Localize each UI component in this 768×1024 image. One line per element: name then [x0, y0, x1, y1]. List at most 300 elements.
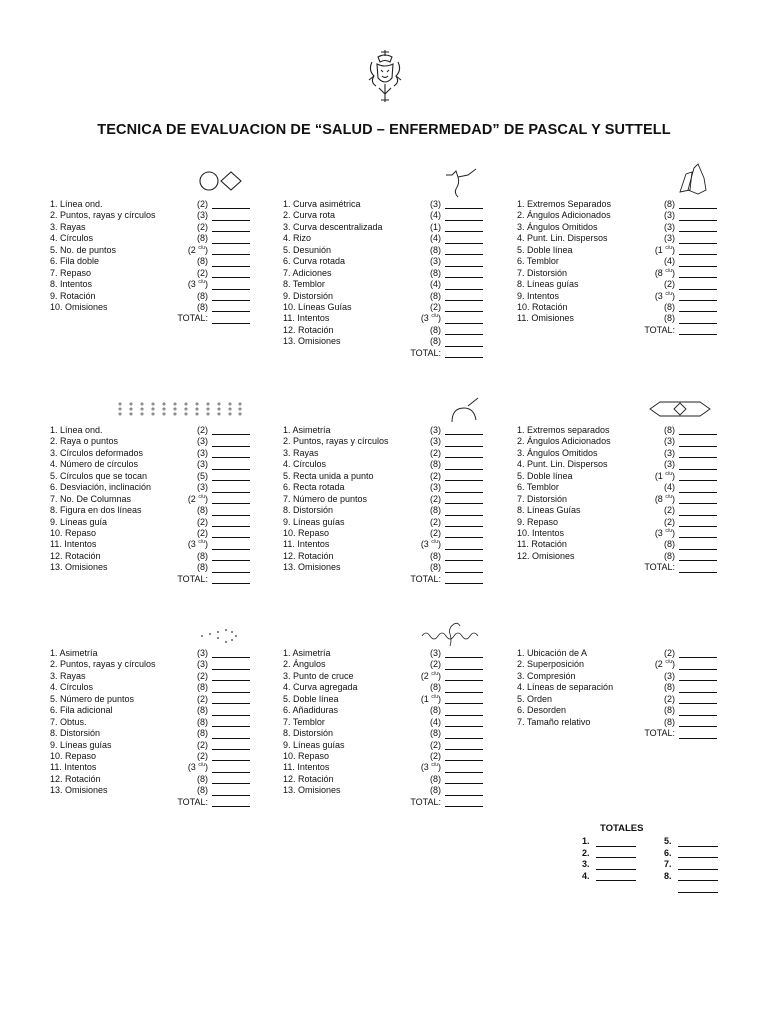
score-answer-blank[interactable]: [212, 449, 250, 458]
score-item: [283, 302, 483, 313]
total-row-label: 5.: [664, 836, 672, 846]
score-item: [283, 222, 483, 233]
score-item-label: 9. Rotación: [50, 290, 96, 301]
score-item-points: (2): [429, 750, 441, 761]
score-item: [283, 659, 483, 670]
score-answer-blank[interactable]: [679, 484, 717, 493]
score-item-label: 6. Temblor: [517, 482, 559, 493]
score-item-points: (2): [429, 659, 441, 670]
score-item-points: (8): [196, 505, 208, 516]
score-item-points: (2): [196, 750, 208, 761]
score-answer-blank[interactable]: [445, 246, 483, 255]
score-item-points: (3): [196, 648, 208, 658]
score-answer-blank[interactable]: [679, 695, 717, 704]
score-answer-blank[interactable]: [445, 764, 483, 773]
score-answer-blank[interactable]: [445, 281, 483, 290]
score-item: [517, 436, 717, 447]
score-item-points: (3): [196, 482, 208, 493]
score-item-points: (8): [429, 562, 441, 573]
score-answer-blank[interactable]: [445, 269, 483, 278]
score-answer-blank[interactable]: [445, 552, 483, 561]
score-item: [50, 717, 250, 728]
score-item-points: (4): [663, 256, 675, 267]
score-item-label: 2. Puntos, rayas y círculos: [283, 436, 389, 447]
score-item: [283, 774, 483, 785]
score-item: [50, 436, 250, 447]
total-row-blank[interactable]: [678, 861, 718, 870]
score-answer-blank[interactable]: [679, 649, 717, 658]
score-answer-blank[interactable]: [679, 684, 717, 693]
score-answer-blank[interactable]: [445, 258, 483, 267]
score-answer-blank[interactable]: [679, 235, 717, 244]
score-item: [283, 425, 483, 436]
section-total-label: TOTAL:: [177, 796, 208, 807]
score-answer-blank[interactable]: [679, 223, 717, 232]
score-answer-blank[interactable]: [445, 661, 483, 670]
score-answer-blank[interactable]: [212, 484, 250, 493]
score-answer-blank[interactable]: [445, 518, 483, 527]
score-item-label: 5. No. de puntos: [50, 244, 117, 255]
score-answer-blank[interactable]: [445, 672, 483, 681]
score-answer-blank[interactable]: [212, 764, 250, 773]
score-each-marker: c/u: [198, 279, 205, 286]
score-item-label: 6. Fila adicional: [50, 705, 113, 716]
score-answer-blank[interactable]: [679, 707, 717, 716]
score-item-label: 5. Orden: [517, 693, 553, 704]
score-answer-blank[interactable]: [679, 507, 717, 516]
total-row-label: 3.: [582, 859, 590, 869]
scoring-section-8: [283, 648, 483, 808]
score-item-points: (8): [196, 233, 208, 244]
score-item-points: (3 $^{c/u}$): [654, 527, 675, 538]
score-answer-blank[interactable]: [212, 775, 250, 784]
score-answer-blank[interactable]: [445, 695, 483, 704]
score-item: [517, 539, 717, 550]
score-answer-blank[interactable]: [445, 326, 483, 335]
score-item: [50, 694, 250, 705]
section-total-label: TOTAL:: [177, 313, 208, 324]
score-item: [50, 302, 250, 313]
score-item-points: (8): [429, 682, 441, 693]
score-item-points: (3): [663, 447, 675, 458]
score-item-points: (3): [663, 670, 675, 681]
score-item-label: 7. Distorsión: [517, 493, 568, 504]
score-answer-blank[interactable]: [679, 258, 717, 267]
score-item-points: (2): [429, 470, 441, 481]
score-each-marker: c/u: [198, 539, 205, 546]
score-item: [50, 705, 250, 716]
score-item-label: 2. Ángulos Adicionados: [517, 436, 611, 447]
score-item-label: 10. Repaso: [283, 527, 330, 538]
score-item: [50, 728, 250, 739]
score-item-label: 9. Intentos: [517, 290, 560, 301]
total-row-label: 1.: [582, 836, 590, 846]
score-item: [50, 659, 250, 670]
score-item-points: (8): [663, 199, 675, 209]
score-item: [50, 517, 250, 528]
score-item-points: (2): [663, 516, 675, 527]
score-answer-blank[interactable]: [679, 472, 717, 481]
score-item-label: 2. Curva rota: [283, 210, 336, 221]
score-answer-blank[interactable]: [212, 672, 250, 681]
score-answer-blank[interactable]: [445, 292, 483, 301]
score-item-label: 12. Rotación: [50, 550, 101, 561]
score-answer-blank[interactable]: [679, 518, 717, 527]
score-item-label: 10. Repaso: [50, 527, 97, 538]
section-total-label: TOTAL:: [644, 562, 675, 573]
score-item: [517, 659, 717, 670]
score-item-label: 6. Desorden: [517, 705, 567, 716]
score-item-label: 2. Ángulos Adicionados: [517, 210, 611, 221]
score-answer-blank[interactable]: [445, 438, 483, 447]
section-total-blank[interactable]: [212, 798, 250, 807]
total-row-blank[interactable]: [596, 849, 636, 858]
score-answer-blank[interactable]: [445, 495, 483, 504]
score-item-label: 5. Doble línea: [517, 244, 573, 255]
score-answer-blank[interactable]: [679, 292, 717, 301]
score-item-points: (2 $^{c/u}$): [187, 493, 208, 504]
score-item-points: (2 $^{c/u}$): [420, 670, 441, 681]
section-total-row: [283, 797, 483, 808]
score-item-label: 13. Omisiones: [50, 785, 108, 796]
score-answer-blank[interactable]: [212, 507, 250, 516]
score-item-points: (4): [429, 233, 441, 244]
total-row-right-3: [664, 859, 672, 871]
score-answer-blank[interactable]: [679, 672, 717, 681]
score-item-points: (1): [429, 221, 441, 232]
score-answer-blank[interactable]: [212, 246, 250, 255]
score-item: [283, 648, 483, 659]
score-item-label: 12. Omisiones: [517, 550, 575, 561]
total-row-blank[interactable]: [596, 861, 636, 870]
score-item-points: (2): [196, 527, 208, 538]
score-item: [283, 528, 483, 539]
score-each-marker: c/u: [665, 290, 672, 297]
score-answer-blank[interactable]: [679, 529, 717, 538]
score-each-marker: c/u: [431, 693, 438, 700]
score-answer-blank[interactable]: [212, 258, 250, 267]
score-item: [50, 682, 250, 693]
score-answer-blank[interactable]: [445, 775, 483, 784]
score-item: [283, 199, 483, 210]
score-answer-blank[interactable]: [445, 507, 483, 516]
score-answer-blank[interactable]: [445, 741, 483, 750]
score-answer-blank[interactable]: [212, 200, 250, 209]
score-answer-blank[interactable]: [445, 684, 483, 693]
figure-7-wavy-cross-icon: [420, 620, 486, 648]
score-item-label: 10. Omisiones: [50, 301, 108, 312]
score-answer-blank[interactable]: [445, 541, 483, 550]
score-answer-blank[interactable]: [445, 449, 483, 458]
score-answer-blank[interactable]: [679, 541, 717, 550]
score-item-points: (2): [429, 516, 441, 527]
score-answer-blank[interactable]: [212, 303, 250, 312]
score-answer-blank[interactable]: [445, 223, 483, 232]
score-item: [283, 539, 483, 550]
score-answer-blank[interactable]: [212, 649, 250, 658]
section-total-blank[interactable]: [679, 326, 717, 335]
section-total-blank[interactable]: [445, 349, 483, 358]
score-item-points: (3): [429, 482, 441, 493]
score-item-points: (8): [429, 705, 441, 716]
score-item: [283, 279, 483, 290]
score-answer-blank[interactable]: [679, 661, 717, 670]
score-answer-blank[interactable]: [679, 246, 717, 255]
score-item: [517, 517, 717, 528]
score-answer-blank[interactable]: [445, 426, 483, 435]
score-item-label: 1. Ubicación de A: [517, 648, 588, 658]
score-each-marker: c/u: [198, 493, 205, 500]
figure-5-hexagon-diamond-icon: [648, 400, 712, 418]
score-item-points: (3): [429, 256, 441, 267]
score-item-label: 8. Distorsión: [283, 728, 334, 739]
score-item: [50, 245, 250, 256]
score-answer-blank[interactable]: [212, 661, 250, 670]
section-total-row: [517, 728, 717, 739]
score-item: [283, 245, 483, 256]
score-item: [283, 256, 483, 267]
score-item-label: 4. Círculos: [50, 682, 94, 693]
score-answer-blank[interactable]: [212, 292, 250, 301]
score-item-points: (3): [196, 447, 208, 458]
score-item: [283, 494, 483, 505]
score-answer-blank[interactable]: [679, 438, 717, 447]
score-item-label: 1. Línea ond.: [50, 199, 103, 209]
score-item-points: (4): [429, 210, 441, 221]
score-answer-blank[interactable]: [212, 269, 250, 278]
score-item: [283, 517, 483, 528]
score-answer-blank[interactable]: [679, 200, 717, 209]
score-item-points: (3): [429, 425, 441, 435]
score-item: [50, 471, 250, 482]
score-item: [517, 528, 717, 539]
score-answer-blank[interactable]: [212, 495, 250, 504]
score-item-points: (3 $^{c/u}$): [654, 290, 675, 301]
score-answer-blank[interactable]: [212, 281, 250, 290]
score-answer-blank[interactable]: [679, 449, 717, 458]
figure-a-circle-diamond-icon: [198, 170, 244, 192]
score-item-points: (8): [429, 550, 441, 561]
score-item-label: 7. Tamaño relativo: [517, 716, 591, 727]
total-row-blank[interactable]: [678, 849, 718, 858]
score-item: [50, 648, 250, 659]
score-answer-blank[interactable]: [445, 315, 483, 324]
score-answer-blank[interactable]: [445, 718, 483, 727]
score-answer-blank[interactable]: [212, 741, 250, 750]
score-answer-blank[interactable]: [445, 787, 483, 796]
score-answer-blank[interactable]: [212, 564, 250, 573]
score-answer-blank[interactable]: [679, 718, 717, 727]
section-total-blank[interactable]: [679, 730, 717, 739]
score-answer-blank[interactable]: [445, 564, 483, 573]
score-answer-blank[interactable]: [445, 752, 483, 761]
score-item-label: 9. Repaso: [517, 516, 559, 527]
score-item-label: 1. Asimetría: [283, 425, 331, 435]
score-answer-blank[interactable]: [679, 269, 717, 278]
score-item-points: (8): [429, 336, 441, 347]
section-total-label: TOTAL:: [644, 324, 675, 335]
score-item: [50, 785, 250, 796]
score-answer-blank[interactable]: [679, 552, 717, 561]
score-item-points: (3 $^{c/u}$): [420, 313, 441, 324]
score-item: [517, 313, 717, 324]
section-total-blank[interactable]: [679, 564, 717, 573]
score-item-label: 12. Rotación: [283, 550, 334, 561]
score-item-label: 12. Rotación: [283, 773, 334, 784]
score-answer-blank[interactable]: [212, 684, 250, 693]
score-item-points: (8): [196, 256, 208, 267]
score-each-marker: c/u: [431, 762, 438, 769]
score-item: [283, 210, 483, 221]
score-item-points: (2 $^{c/u}$): [187, 244, 208, 255]
total-row-left-4: [582, 871, 590, 883]
score-item-points: (3): [196, 459, 208, 470]
score-answer-blank[interactable]: [212, 752, 250, 761]
score-answer-blank[interactable]: [679, 212, 717, 221]
score-item-points: (3): [663, 210, 675, 221]
score-item: [50, 751, 250, 762]
score-answer-blank[interactable]: [679, 495, 717, 504]
score-item-points: (3): [663, 459, 675, 470]
score-item-points: (3): [429, 648, 441, 658]
score-item-label: 5. Doble línea: [283, 693, 339, 704]
score-item-points: (3 $^{c/u}$): [187, 762, 208, 773]
score-item-points: (8): [663, 301, 675, 312]
score-item: [517, 551, 717, 562]
score-item-label: 9. Líneas guías: [50, 739, 112, 750]
score-answer-blank[interactable]: [212, 552, 250, 561]
figure-2-hexagons-icon: [676, 160, 710, 200]
score-item-label: 4. Curva agregada: [283, 682, 358, 693]
total-row-blank[interactable]: [596, 872, 636, 881]
section-total-blank[interactable]: [445, 575, 483, 584]
score-answer-blank[interactable]: [445, 484, 483, 493]
score-answer-blank[interactable]: [679, 281, 717, 290]
section-total-blank[interactable]: [445, 798, 483, 807]
score-item: [283, 785, 483, 796]
score-item-points: (8): [663, 682, 675, 693]
score-answer-blank[interactable]: [445, 472, 483, 481]
score-item: [50, 199, 250, 210]
score-answer-blank[interactable]: [212, 472, 250, 481]
section-total-row: [283, 348, 483, 359]
score-answer-blank[interactable]: [212, 235, 250, 244]
score-item: [517, 471, 717, 482]
score-item-points: (2): [429, 447, 441, 458]
score-answer-blank[interactable]: [212, 529, 250, 538]
score-answer-blank[interactable]: [212, 461, 250, 470]
score-answer-blank[interactable]: [445, 529, 483, 538]
score-item-label: 8. Figura en dos líneas: [50, 505, 142, 516]
score-answer-blank[interactable]: [679, 426, 717, 435]
score-item: [283, 459, 483, 470]
score-answer-blank[interactable]: [212, 695, 250, 704]
total-row-blank[interactable]: [678, 838, 718, 847]
score-item-points: (8): [196, 785, 208, 796]
score-answer-blank[interactable]: [212, 518, 250, 527]
total-row-right-1: [664, 836, 672, 848]
score-item-label: 5. Número de puntos: [50, 693, 135, 704]
score-item: [283, 717, 483, 728]
score-item-points: (2): [196, 739, 208, 750]
section-total-blank[interactable]: [212, 315, 250, 324]
score-answer-blank[interactable]: [445, 707, 483, 716]
score-answer-blank[interactable]: [445, 730, 483, 739]
score-answer-blank[interactable]: [212, 787, 250, 796]
scoring-section-9: [517, 648, 717, 740]
score-item-label: 4. Líneas de separación: [517, 682, 614, 693]
score-item: [50, 562, 250, 573]
score-item: [517, 256, 717, 267]
score-answer-blank[interactable]: [679, 461, 717, 470]
score-item: [50, 505, 250, 516]
score-answer-blank[interactable]: [445, 212, 483, 221]
score-answer-blank[interactable]: [445, 461, 483, 470]
score-answer-blank[interactable]: [445, 649, 483, 658]
score-item: [283, 562, 483, 573]
score-item-label: 6. Recta rotada: [283, 482, 345, 493]
score-item-points: (3): [429, 199, 441, 209]
score-item: [283, 762, 483, 773]
score-answer-blank[interactable]: [445, 235, 483, 244]
score-item: [50, 494, 250, 505]
score-answer-blank[interactable]: [212, 718, 250, 727]
score-item-points: (8): [196, 682, 208, 693]
score-item-label: 2. Raya o puntos: [50, 436, 119, 447]
score-item-label: 8. Intentos: [50, 279, 93, 290]
score-item-points: (3): [429, 436, 441, 447]
score-answer-blank[interactable]: [445, 338, 483, 347]
section-total-blank[interactable]: [212, 575, 250, 584]
score-item-label: 12. Rotación: [283, 324, 334, 335]
score-item-points: (2): [429, 301, 441, 312]
score-answer-blank[interactable]: [212, 223, 250, 232]
score-item: [517, 648, 717, 659]
score-item-label: 10. Rotación: [517, 301, 568, 312]
score-item-label: 11. Intentos: [283, 539, 330, 550]
score-answer-blank[interactable]: [212, 438, 250, 447]
score-item-label: 3. Punto de cruce: [283, 670, 354, 681]
score-item-label: 3. Rayas: [283, 447, 319, 458]
total-row-blank[interactable]: [596, 838, 636, 847]
score-answer-blank[interactable]: [212, 541, 250, 550]
score-answer-blank[interactable]: [445, 303, 483, 312]
score-item-label: 10. Intentos: [517, 527, 565, 538]
score-answer-blank[interactable]: [212, 730, 250, 739]
score-item-label: 3. Rayas: [50, 670, 86, 681]
score-answer-blank[interactable]: [679, 303, 717, 312]
score-answer-blank[interactable]: [212, 707, 250, 716]
score-answer-blank[interactable]: [445, 200, 483, 209]
total-row-label: 8.: [664, 870, 672, 881]
score-item: [283, 436, 483, 447]
score-item: [50, 448, 250, 459]
score-item: [283, 671, 483, 682]
section-total-label: TOTAL:: [410, 796, 441, 807]
score-item: [283, 705, 483, 716]
score-item-label: 8. Temblor: [283, 279, 325, 290]
score-answer-blank[interactable]: [212, 212, 250, 221]
score-answer-blank[interactable]: [679, 315, 717, 324]
total-grand-blank[interactable]: [678, 884, 718, 893]
total-row-blank[interactable]: [678, 872, 718, 881]
score-item-label: 8. Distorsión: [283, 505, 334, 516]
score-item: [50, 539, 250, 550]
score-item: [517, 494, 717, 505]
score-answer-blank[interactable]: [212, 426, 250, 435]
score-item: [283, 728, 483, 739]
score-item-points: (8): [663, 716, 675, 727]
